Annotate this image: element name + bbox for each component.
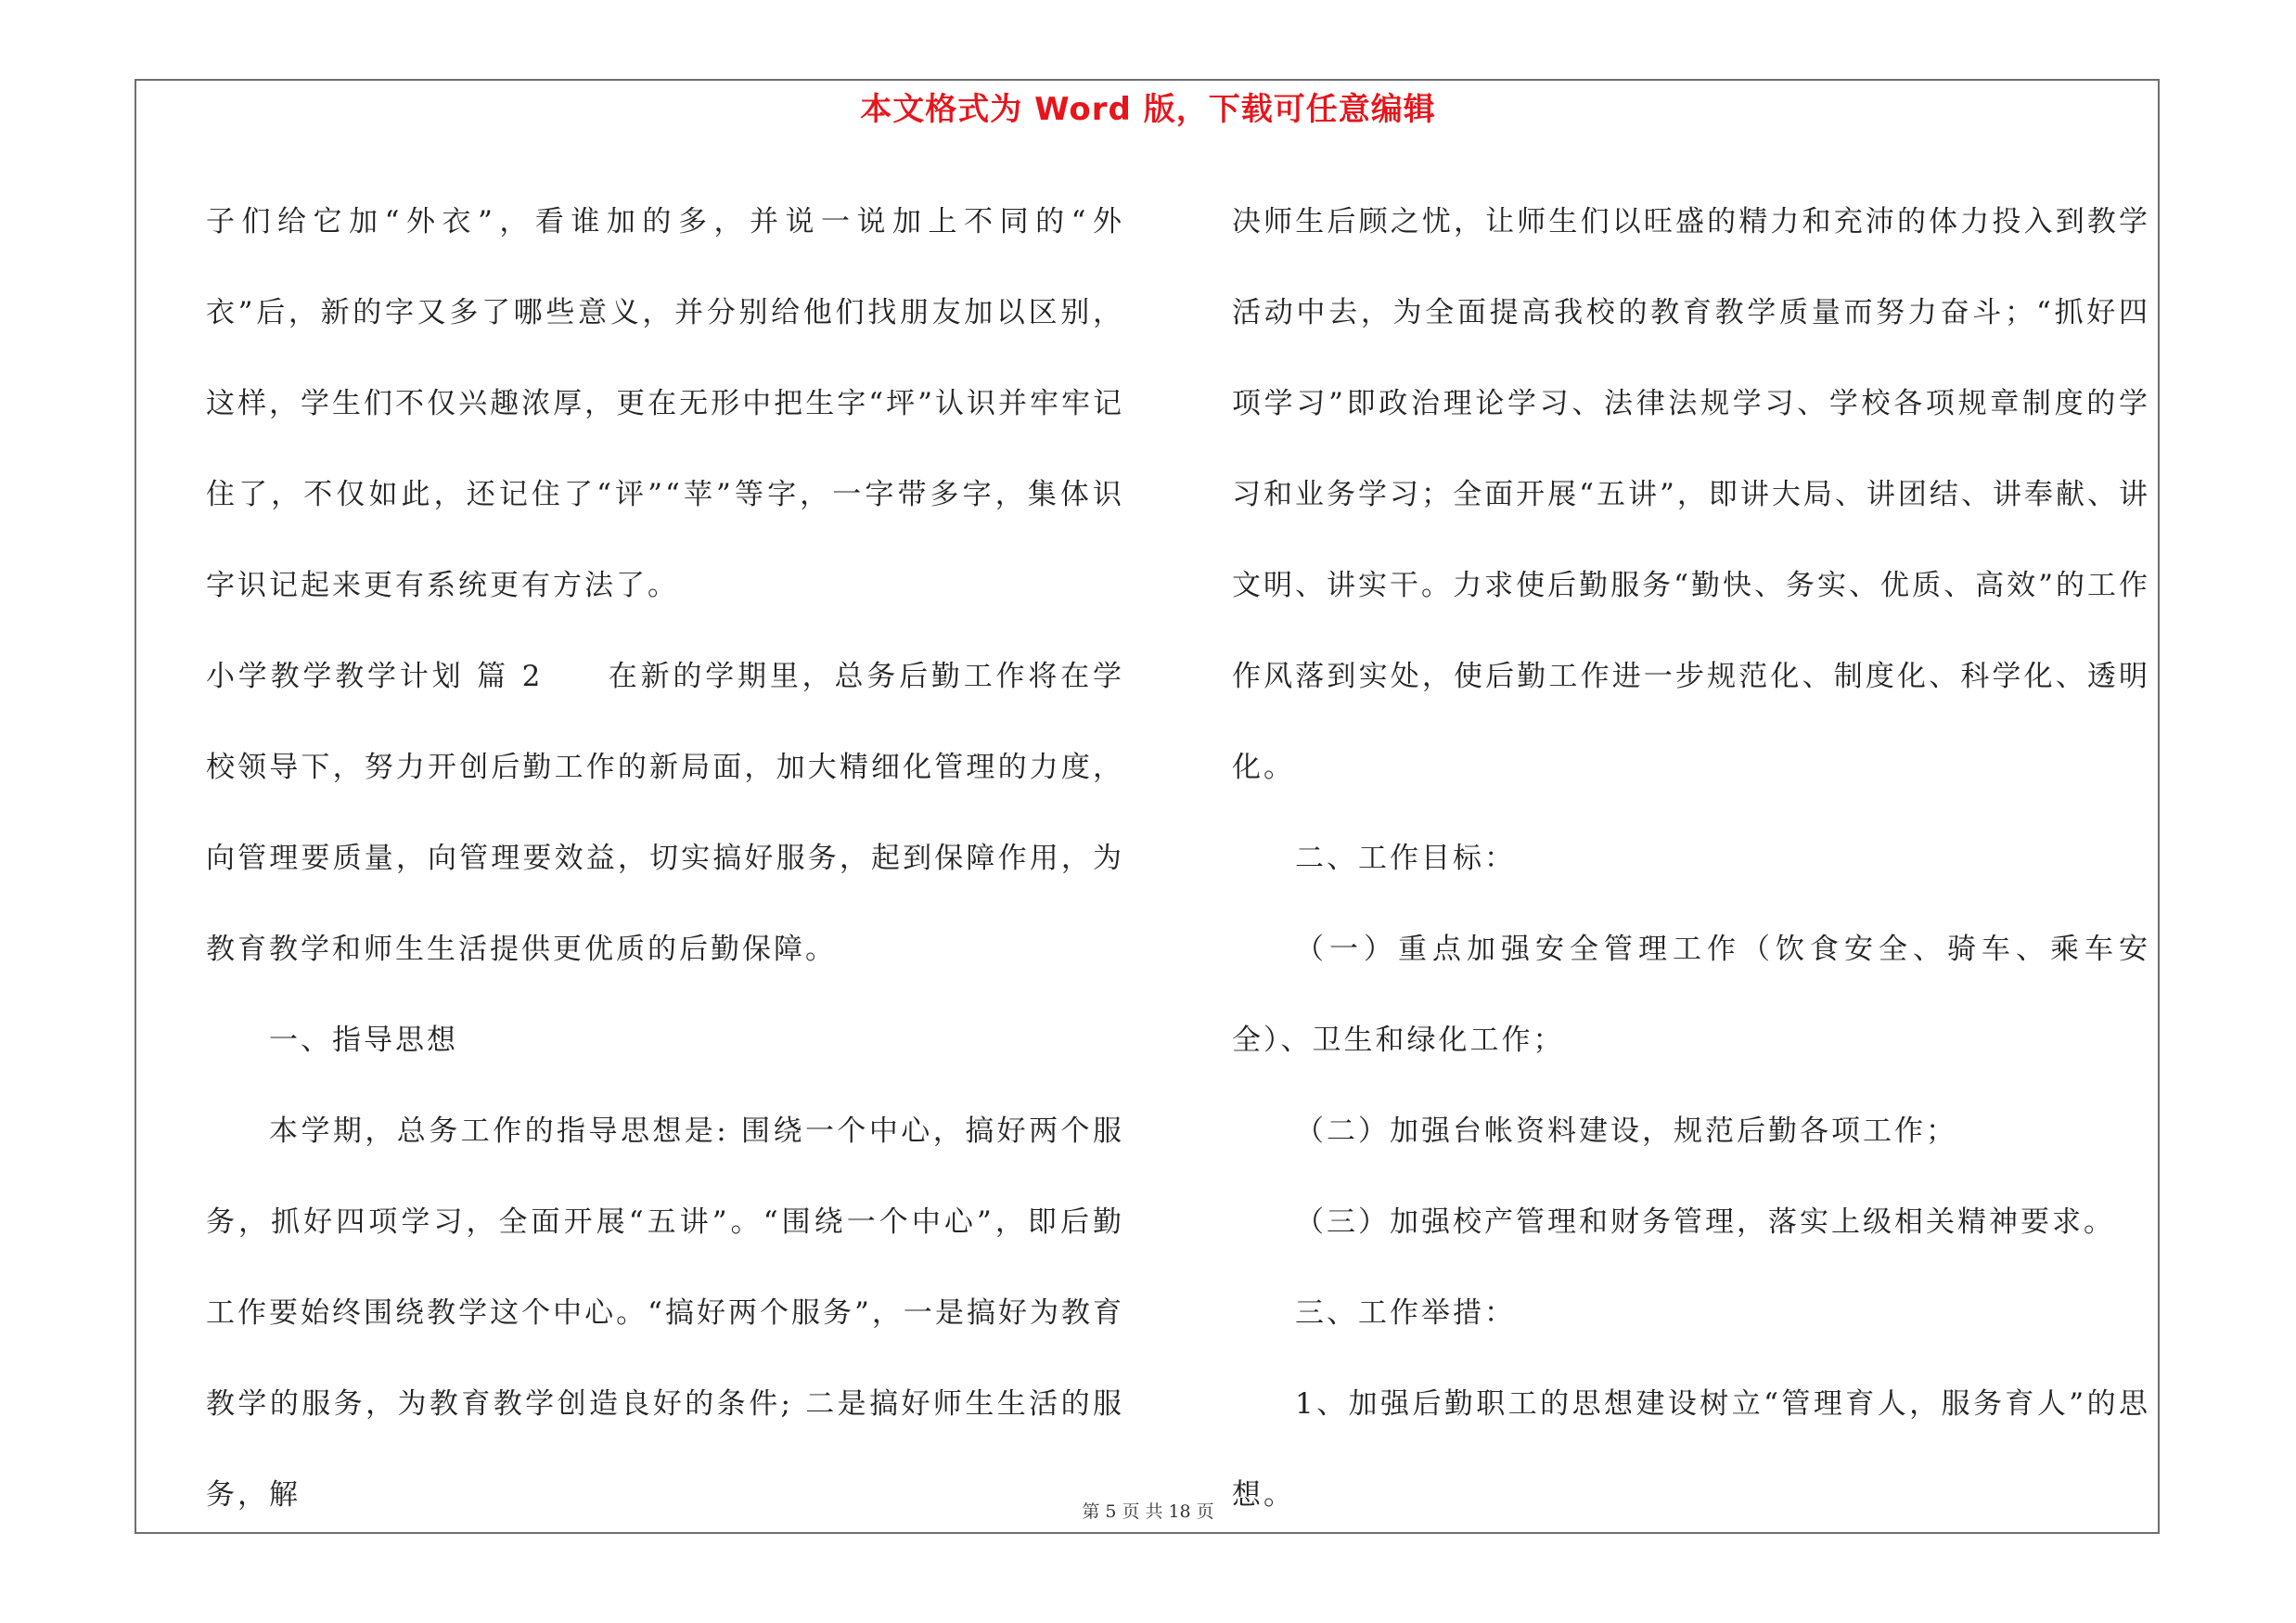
section-heading: 一、指导思想 [269, 1024, 458, 1057]
right-column [1232, 176, 2150, 1540]
paragraph: 1、加强后勤职工的思想建设树立“管理育人，服务育人”的思想。 [1232, 1387, 2150, 1512]
footer-prefix: 第 [1082, 1501, 1100, 1522]
footer-suffix: 页 [1196, 1501, 1214, 1522]
format-banner: 本文格式为 Word 版，下载可任意编辑 [860, 91, 1436, 128]
footer-page-word: 页 [1122, 1501, 1140, 1522]
page-number-footer [0, 1498, 2296, 1523]
paragraph: （三）加强校产管理和财务管理，落实上级相关精神要求。 [1295, 1205, 2115, 1239]
paragraph: 子们给它加“外衣”，看谁加的多，并说一说加上不同的“外衣”后，新的字又多了哪些意义，并分别给他们找朋友加以区别，这样，学生们不仅兴趣浓厚，更在无形中把生字“坪”认识并牢牢记住了，不仅如此，还记住了“评”“苹”等字，一字带多字，集体识字识记起来更有系统更有方法了。 [206, 205, 1124, 602]
paragraph: 决师生后顾之忧，让师生们以旺盛的精力和充沛的体力投入到教学活动中去，为全面提高我校的教育教学质量而努力奋斗；“抓好四项学习”即政治理论学习、法律法规学习、学校各项规章制度的学习和业务学习；全面开展“五讲”，即讲大局、讲团结、讲奉献、讲文明、讲实干。力求使后勤服务“勤快、务实、优质、高效”的工作作风落到实处，使后勤工作进一步规范化、制度化、科学化、透明化。 [1232, 205, 2150, 784]
paragraph: （一）重点加强安全管理工作（饮食安全、骑车、乘车安全）、卫生和绿化工作； [1232, 933, 2150, 1057]
paragraph: （二）加强台帐资料建设，规范后勤各项工作； [1295, 1114, 1957, 1148]
section-heading: 三、工作举措： [1295, 1296, 1516, 1330]
footer-total-word: 共 [1145, 1501, 1163, 1522]
section-heading: 二、工作目标： [1295, 842, 1516, 875]
paragraph: 小学教学教学计划 篇 2 在新的学期里，总务后勤工作将在学校领导下，努力开创后勤工作的新局面，加大精细化管理的力度，向管理要质量，向管理要效益，切实搞好服务，起到保障作用，为教育教学和师生生活提供更优质的后勤保障。 [206, 660, 1124, 966]
paragraph: 本学期，总务工作的指导思想是: 围绕一个中心，搞好两个服务，抓好四项学习，全面开展“五讲”。“围绕一个中心”，即后勤工作要始终围绕教学这个中心。“搞好两个服务”，一是搞好为教育教学的服务，为教育教学创造良好的条件; 二是搞好师生生活的服务，解 [206, 1114, 1124, 1512]
total-pages: 18 [1168, 1501, 1191, 1522]
left-column [206, 176, 1124, 1540]
current-page: 5 [1105, 1501, 1117, 1522]
